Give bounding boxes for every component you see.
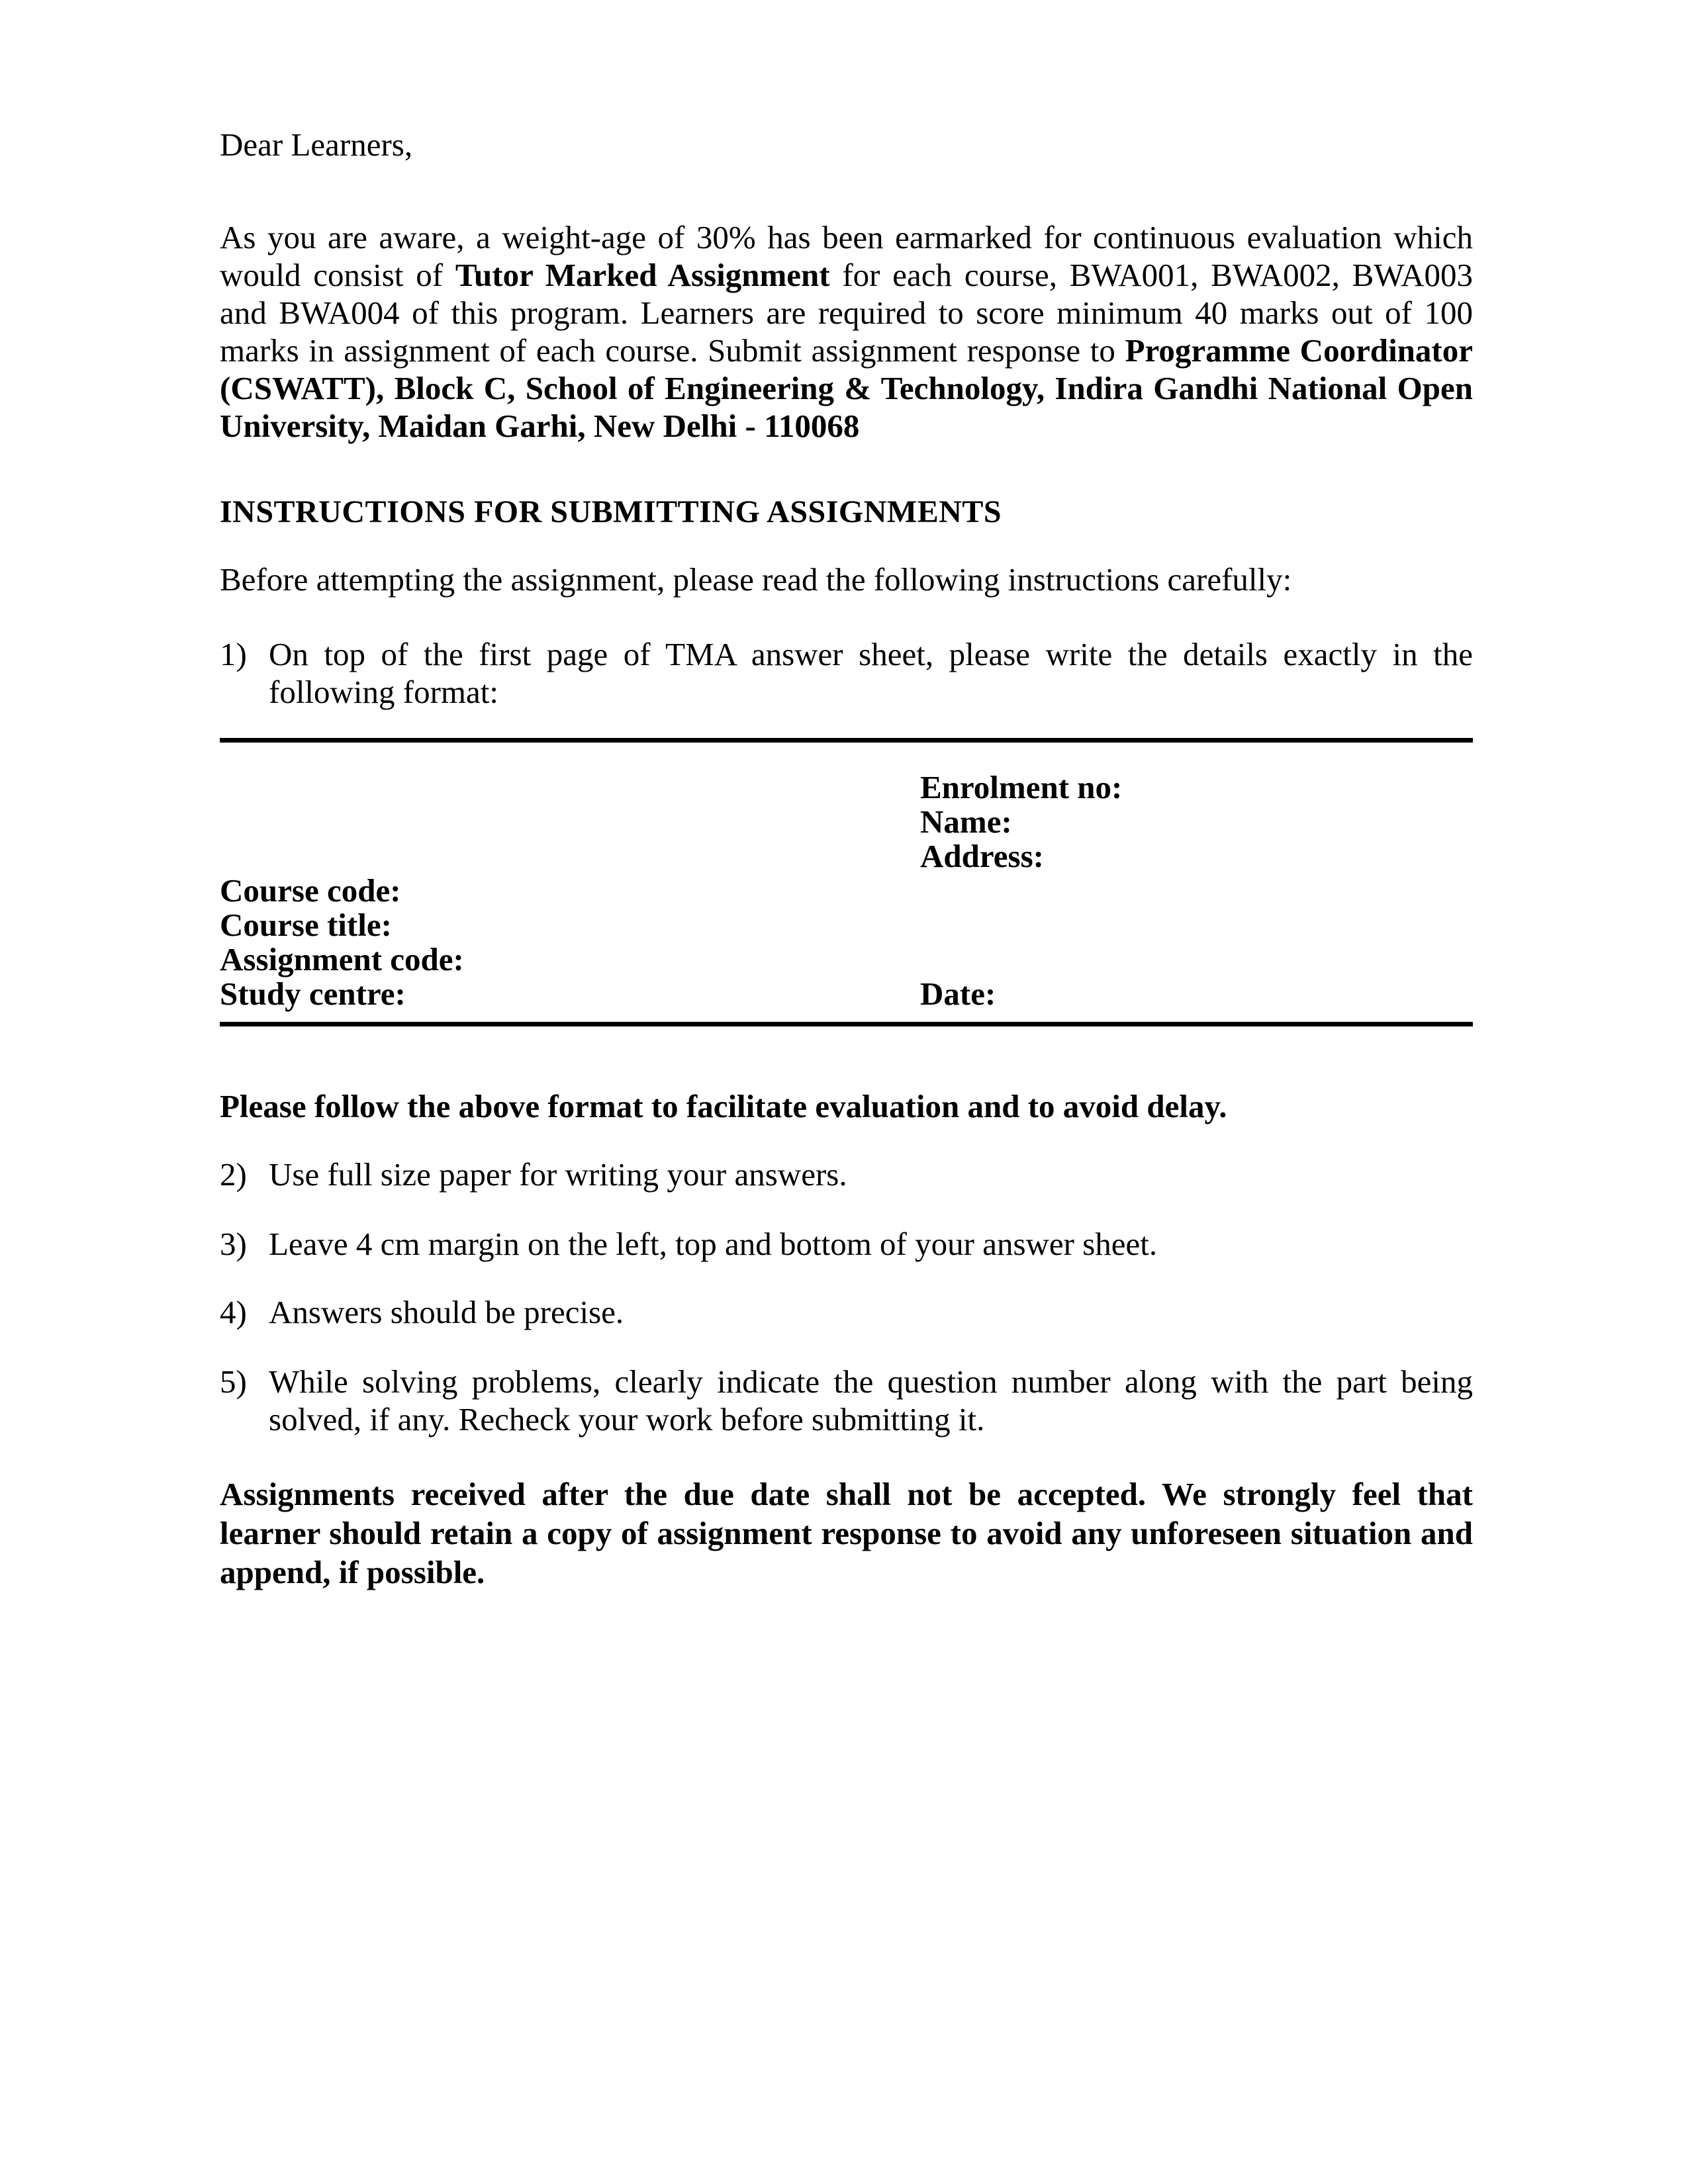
format-box-row	[220, 770, 1473, 805]
salutation: Dear Learners,	[220, 126, 413, 163]
enrolment-no-label: Enrolment no:	[920, 769, 1123, 805]
course-title-label: Course title:	[220, 907, 392, 943]
instruction-item-2	[220, 1156, 1473, 1193]
instructions-intro: Before attempting the assignment, please read the following instructions carefully:	[220, 561, 1292, 598]
instruction-4-number: 4)	[220, 1294, 247, 1330]
instruction-3-number: 3)	[220, 1226, 247, 1262]
paragraph1-run1: As you are aware, a weight-age of 30% has been earmarked for continuous evaluation which would consist of	[220, 219, 1473, 293]
section-heading: INSTRUCTIONS FOR SUBMITTING ASSIGNMENTS	[220, 494, 1002, 529]
format-box-spacer	[220, 839, 920, 874]
date-label: Date:	[920, 976, 996, 1012]
instruction-item-4	[220, 1293, 1473, 1331]
closing-note: Assignments received after the due date shall not be accepted. We strongly feel that learner should retain a copy of assignment response to avoid any unforeseen situation and append, if possible.	[220, 1476, 1473, 1590]
instruction-item-1	[220, 635, 1473, 711]
format-box-spacer	[920, 942, 1473, 977]
format-box-row	[220, 839, 1473, 874]
format-box-spacer	[920, 908, 1473, 942]
format-box-row	[220, 908, 1473, 942]
instruction-4-text: Answers should be precise.	[269, 1294, 624, 1330]
instruction-1-number: 1)	[220, 636, 247, 672]
instruction-2-text: Use full size paper for writing your answers.	[269, 1156, 847, 1193]
name-label: Name:	[920, 803, 1012, 840]
paragraph1-bold-submission-address: Programme Coordinator (CSWATT), Block C, School of Engineering & Technology, Indira Gandhi National Open University, Maidan Garhi, New Delhi - 110068	[220, 332, 1473, 444]
format-box	[220, 738, 1473, 1026]
instruction-1-text: On top of the first page of TMA answer sheet, please write the details exactly in the following format:	[269, 636, 1473, 710]
format-box-row	[220, 942, 1473, 977]
instruction-item-3	[220, 1225, 1473, 1263]
address-label: Address:	[920, 838, 1044, 874]
instruction-5-number: 5)	[220, 1363, 247, 1400]
assignment-code-label: Assignment code:	[220, 941, 464, 978]
instruction-item-5	[220, 1363, 1473, 1438]
study-centre-label: Study centre:	[220, 976, 406, 1012]
format-box-spacer	[220, 770, 920, 805]
format-box-row	[220, 805, 1473, 839]
format-box-spacer	[220, 805, 920, 839]
course-code-label: Course code:	[220, 872, 401, 909]
follow-format-note: Please follow the above format to facilitate evaluation and to avoid delay.	[220, 1088, 1227, 1124]
instruction-3-text: Leave 4 cm margin on the left, top and bottom of your answer sheet.	[269, 1226, 1158, 1262]
intro-paragraph	[220, 218, 1473, 445]
format-box-spacer	[920, 874, 1473, 908]
instruction-2-number: 2)	[220, 1156, 247, 1193]
format-box-row	[220, 874, 1473, 908]
paragraph1-run3: for each course, BWA001, BWA002, BWA003 and BWA004 of this program. Learners are required to score minimum 40 marks out of 100 marks in assignment of each course. Submit assignment response to	[220, 257, 1473, 369]
document-content	[220, 0, 1473, 1592]
format-box-row	[220, 977, 1473, 1011]
instruction-5-text: While solving problems, clearly indicate the question number along with the part being solved, if any. Recheck your work before submitting it.	[269, 1363, 1473, 1437]
paragraph1-bold-tutor-marked-assignment: Tutor Marked Assignment	[455, 257, 830, 293]
